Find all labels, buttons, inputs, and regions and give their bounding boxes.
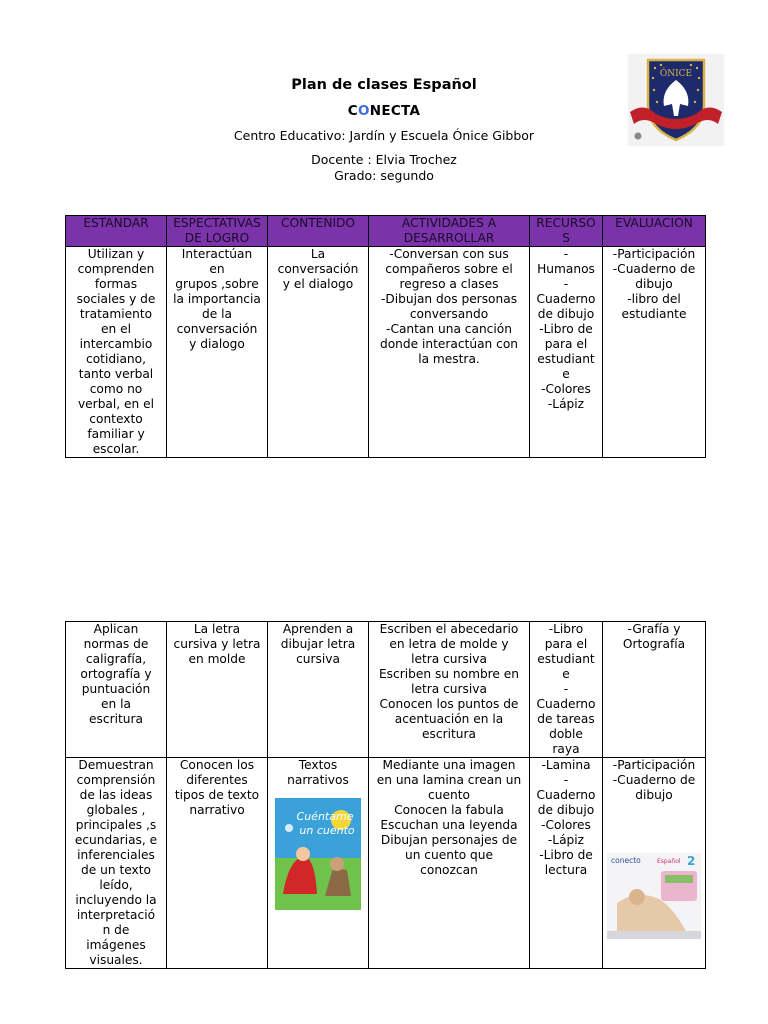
cell-expectativas: Conocen los diferentes tipos de texto narrativo — [167, 758, 268, 969]
book2-brand: conecto — [611, 856, 641, 865]
header-recursos: RECURSO S — [530, 216, 603, 247]
cell-expectativas: Interactúan en grupos ,sobre la importancia de la conversación y dialogo — [167, 247, 268, 458]
subtitle-part-3: NECTA — [369, 103, 421, 119]
header-actividades: ACTIVIDADES A DESARROLLAR — [369, 216, 530, 247]
book1-title-a: Cuéntame — [296, 810, 354, 823]
school-name: Centro Educativo: Jardín y Escuela Ónice Gibbor — [233, 128, 535, 143]
teacher-name: Docente : Elvia Trochez — [311, 152, 457, 167]
header-row — [66, 216, 706, 247]
page-title: Plan de clases Español — [291, 77, 477, 93]
cell-estandar: Aplican normas de caligrafía, ortografía y puntuación en la escritura — [66, 622, 167, 758]
header-contenido: CONTENIDO — [268, 216, 369, 247]
cell-recursos: -Lamina - Cuaderno de dibujo -Colores -Lápiz -Libro de lectura — [530, 758, 603, 969]
cell-actividades: Escriben el abecedario en letra de molde y letra cursiva Escriben su nombre en letra cursiva Conocen los puntos de acentuación en la escritura — [369, 622, 530, 758]
logo-lettering: ÓNICE — [659, 69, 693, 79]
header-expectativas: ESPECTATIVAS DE LOGRO — [167, 216, 268, 247]
cell-evaluacion: -Grafía y Ortografía — [603, 622, 706, 758]
cell-expectativas: La letra cursiva y letra en molde — [167, 622, 268, 758]
cell-evaluacion-text: -Participación -Cuaderno de dibujo — [612, 758, 696, 802]
school-logo — [628, 54, 724, 146]
cell-recursos: - Humanos - Cuaderno de dibujo -Libro de para el estudiant e -Colores -Lápiz — [530, 247, 603, 458]
storybook-cover-image — [275, 798, 361, 910]
cell-contenido-text: Textos narrativos — [287, 758, 349, 787]
cell-recursos: -Libro para el estudiant e - Cuaderno de tareas doble raya — [530, 622, 603, 758]
cell-evaluacion: -Participación -Cuaderno de dibujo -libro del estudiante — [603, 247, 706, 458]
cell-contenido: Aprenden a dibujar letra cursiva — [268, 622, 369, 758]
cell-contenido — [268, 758, 369, 969]
table-row — [66, 758, 706, 969]
book1-title-b: un cuento — [299, 824, 355, 837]
cell-contenido: La conversación y el dialogo — [268, 247, 369, 458]
header-estandar: ESTANDAR — [66, 216, 167, 247]
cell-estandar: Utilizan y comprenden formas sociales y de tratamiento en el intercambio cotidiano, tanto verbal como no verbal, en el contexto familiar y escolar. — [66, 247, 167, 458]
lesson-plan-table-2 — [65, 621, 706, 969]
book2-number: 2 — [687, 854, 696, 868]
subtitle-part-1: C — [347, 103, 358, 119]
textbook-cover-image — [607, 853, 701, 939]
cell-actividades: -Conversan con sus compañeros sobre el regreso a clases -Dibujan dos personas conversando -Cantan una canción donde interactúan con la mestra. — [369, 247, 530, 458]
table-row — [66, 622, 706, 758]
header-evaluacion: EVALUACION — [603, 216, 706, 247]
cell-evaluacion — [603, 758, 706, 969]
cell-actividades: Mediante una imagen en una lamina crean un cuento Conocen la fabula Escuchan una leyenda Dibujan personajes de un cuento que conozcan — [369, 758, 530, 969]
table-row — [66, 247, 706, 458]
lesson-plan-table-1 — [65, 215, 706, 458]
grade-label: Grado: segundo — [334, 168, 434, 183]
cell-estandar: Demuestran comprensión de las ideas globales , principales ,s ecundarias, e inferenciales de un texto leído, incluyendo la interpretació n de imágenes visuales. — [66, 758, 167, 969]
book2-subject: Español — [657, 858, 681, 865]
subtitle-part-2: O — [357, 103, 370, 119]
